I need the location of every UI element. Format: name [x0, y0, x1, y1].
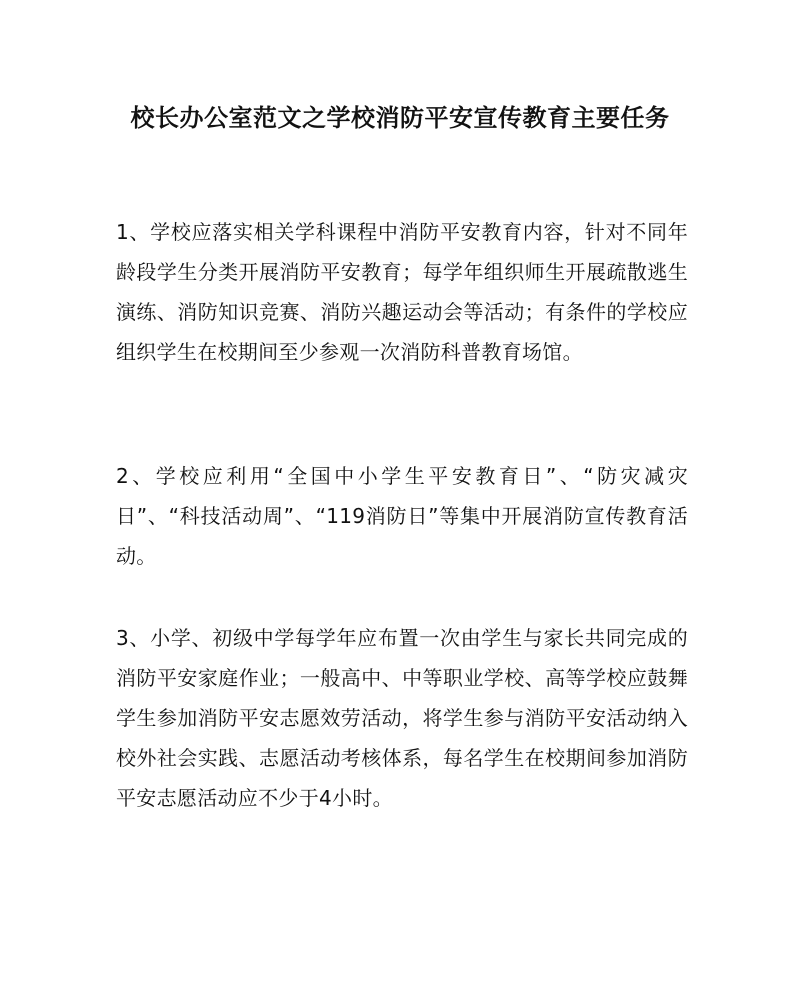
document-title: 校长办公室范文之学校消防平安宣传教育主要任务 — [130, 104, 670, 132]
paragraph-1: 1、学校应落实相关学科课程中消防平安教育内容，针对不同年龄段学生分类开展消防平安教育；每学年组织师生开展疏散逃生演练、消防知识竞赛、消防兴趣运动会等活动；有条件的学校应组织学生在校期间至少参观一次消防科普教育场馆。 — [116, 220, 688, 364]
paragraph-3: 3、小学、初级中学每学年应布置一次由学生与家长共同完成的消防平安家庭作业；一般高中、中等职业学校、高等学校应鼓舞学生参加消防平安志愿效劳活动，将学生参与消防平安活动纳入校外社会实践、志愿活动考核体系，每名学生在校期间参加消防平安志愿活动应不少于4小时。 — [116, 626, 688, 810]
paragraph-2: 2、学校应利用“全国中小学生平安教育日”、“防灾减灾日”、“科技活动周”、“119消防日”等集中开展消防宣传教育活动。 — [116, 464, 688, 568]
